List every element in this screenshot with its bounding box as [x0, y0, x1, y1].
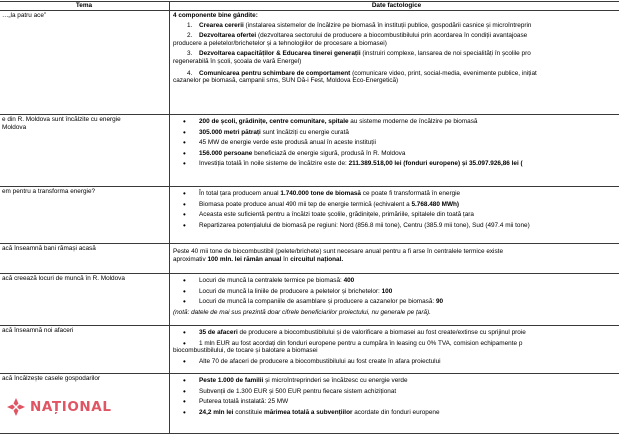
list-item: • Subvenții de 1.300 EUR și 500 EUR pentru fiecare sistem achiziționat	[183, 388, 619, 396]
footnote: (notă: datele de mai sus prezintă doar cifrele beneficiarilor proiectului, nu generale pe țară).	[173, 309, 619, 317]
list-item: • Peste 1.000 de familii și microîntreprinderi se încălzesc cu energie verde	[183, 377, 619, 385]
header-topic: Tema	[0, 2, 170, 11]
list-item: • 305.000 metri pătrați sunt încălziți cu energie curată	[183, 129, 619, 137]
list-item: • În total țara producem anual 1.740.000 tone de biomasă ce poate fi transformată în energie	[183, 190, 619, 198]
list-item-continuation: producere a peletelor/brichetelor și a tehnologiilor de procesare a biomasei)	[173, 40, 619, 48]
list-item-continuation: biocombustibilului, de tocare și balotare a biomasei	[173, 347, 619, 355]
row-facts	[170, 187, 619, 244]
table-row	[0, 115, 619, 187]
row-topic: acă înseamnă bani rămași acasă	[0, 244, 170, 274]
row-facts	[170, 374, 619, 434]
list-item: • Locuri de muncă la centralele termice pe biomasă: 400	[183, 277, 619, 285]
list-item: • Biomasa poate produce anual 490 mii tep de energie termică (echivalent a 5.768.480 MWh)	[183, 201, 619, 209]
row-topic: …„la patru ace”	[0, 11, 170, 115]
table-row	[0, 326, 619, 374]
logo-wordmark: NAȚIONAL	[30, 399, 112, 415]
fact-line: aproximativ 100 mln. lei rămân anual în circuitul național.	[173, 256, 619, 264]
list-item: 1. Crearea cererii (instalarea sistemelor de încălzire pe biomasă în instituții publice, gospodării casnice și microîntreprin	[187, 22, 619, 30]
list-item: • Investiția totală în noile sisteme de încălzire este de: 211.389.518,00 lei (fonduri europene) și 35.097.926,86 lei (	[183, 160, 619, 168]
list-item-continuation: cazanelor pe biomasă, campanii sms, SUN Dă-i Fest, Moldova Eco-Energetică)	[173, 77, 619, 85]
list-item: • Locuri de muncă la companiile de asamblare și producere a cazanelor pe biomasă: 90	[183, 298, 619, 306]
table-row	[0, 11, 619, 115]
list-item: 2. Dezvoltarea ofertei (dezvoltarea sectorului de producere a biocombustibilului prin acordarea în condiții avantajoase	[187, 32, 619, 40]
list-item: • 1 mln EUR au fost acordați din fonduri europene pentru a cumpăra în leasing cu 0% TVA, comision echipamente p	[183, 340, 619, 348]
list-item: • Puterea totală instalată: 25 MW	[183, 398, 619, 406]
table-header-row	[0, 2, 619, 11]
list-item: 3. Dezvoltarea capacităților & Educarea tinerei generații (instruiri complexe, lansarea de noi specialități în școlile pro	[187, 50, 619, 58]
table-row	[0, 244, 619, 274]
header-facts: Date factologice	[170, 2, 619, 11]
list-item: • Alte 70 de afaceri de producere a biocombustibilului au fost create în afara proiectului	[183, 358, 619, 366]
row-topic: e din R. Moldova sunt încălzite cu energie Moldova	[0, 115, 170, 187]
table-row	[0, 274, 619, 326]
row-topic: acă creează locuri de muncă în R. Moldova	[0, 274, 170, 326]
list-item: • Aceasta este suficientă pentru a încălzi toate școlile, grădinițele, primăriile, spitalele din toată țara	[183, 211, 619, 219]
list-item-continuation: regenerabilă în școli, școala de vară Energel)	[173, 58, 619, 66]
table-row	[0, 187, 619, 244]
row-topic: acă înseamnă noi afaceri	[0, 326, 170, 374]
list-item: • Locuri de muncă la liniile de producere a peletelor și brichetelor: 100	[183, 288, 619, 296]
list-item: • 24,2 mln lei constituie mărimea totală a subvențiilor acordate din fonduri europene	[183, 409, 619, 417]
list-item: 4. Comunicarea pentru schimbare de comportament (comunicare video, print, social-media, evenimente publice, inițiat	[187, 70, 619, 78]
row-facts	[170, 115, 619, 187]
row-topic: em pentru a transforma energie?	[0, 187, 170, 244]
national-logo	[6, 396, 116, 418]
row-facts	[170, 274, 619, 326]
list-item: • 45 MW de energie verde este produsă anual în aceste instituții	[183, 139, 619, 147]
row-facts	[170, 11, 619, 115]
fact-line: Peste 40 mii tone de biocombustibil (pelete/brichete) sunt necesare anual pentru a fi arse în centralele termice existe	[173, 248, 619, 256]
lead-text: 4 componente bine gândite:	[173, 12, 619, 20]
row-facts	[170, 244, 619, 274]
list-item: • 35 de afaceri de producere a biocombustibilului și de valorificare a biomasei au fost create/extinse cu sprijinul proie	[183, 329, 619, 337]
list-item: • 200 de școli, grădinițe, centre comunitare, spitale au sisteme moderne de încălzire pe biomasă	[183, 118, 619, 126]
row-topic: acă încălzește casele gospodarilor	[0, 374, 170, 434]
list-item: • Repartizarea potențialului de biomasă pe regiuni: Nord (856.8 mii tone), Centru (385.9 mii tone), Sud (497.4 mii tone)	[183, 222, 619, 230]
row-facts	[170, 326, 619, 374]
list-item: • 156.000 persoane beneficiază de energie sigură, produsă în R. Moldova	[183, 150, 619, 158]
national-logo-icon	[6, 397, 26, 417]
facts-table	[0, 1, 619, 434]
